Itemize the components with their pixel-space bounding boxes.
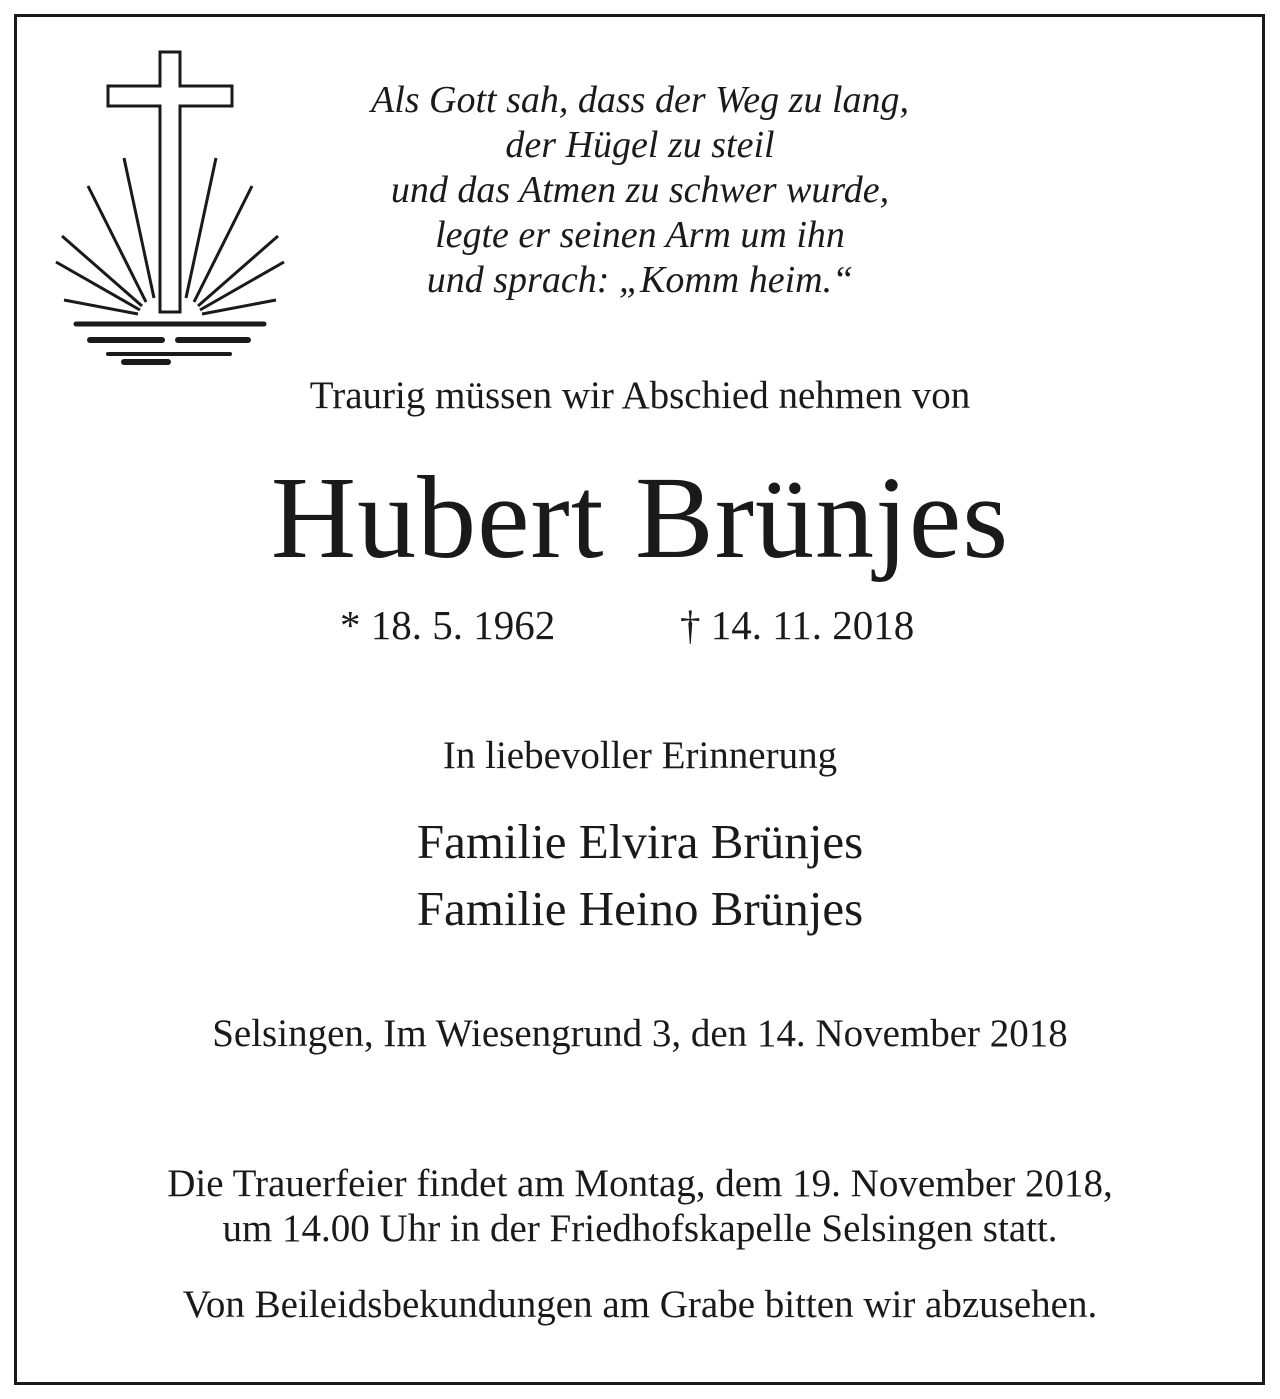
condolence-request: Von Beileidsbekundungen am Grabe bitten wir abzusehen.: [182, 1283, 1098, 1326]
service-info-line: um 14.00 Uhr in der Friedhofskapelle Selsingen statt.: [222, 1207, 1058, 1250]
verse-line: der Hügel zu steil: [505, 124, 775, 166]
verse-line: legte er seinen Arm um ihn: [435, 214, 845, 256]
place-date: Selsingen, Im Wiesengrund 3, den 14. November 2018: [212, 1012, 1068, 1055]
memory-text: In liebevoller Erinnerung: [442, 734, 838, 777]
death-date: † 14. 11. 2018: [680, 602, 915, 648]
cross-sunrays-emblem-icon: [50, 40, 290, 380]
family-name: Familie Heino Brünjes: [416, 881, 864, 936]
verse-line: und sprach: „Komm heim.“: [426, 259, 854, 301]
birth-date: * 18. 5. 1962: [340, 602, 556, 648]
deceased-name: Hubert Brünjes: [270, 452, 1010, 583]
verse-line: Als Gott sah, dass der Weg zu lang,: [370, 79, 909, 121]
verse-line: und das Atmen zu schwer wurde,: [390, 169, 890, 211]
service-info-line: Die Trauerfeier findet am Montag, dem 19. November 2018,: [167, 1162, 1113, 1205]
intro-text: Traurig müssen wir Abschied nehmen von: [309, 374, 971, 417]
verse: [260, 78, 1020, 303]
family-name: Familie Elvira Brünjes: [416, 814, 864, 869]
